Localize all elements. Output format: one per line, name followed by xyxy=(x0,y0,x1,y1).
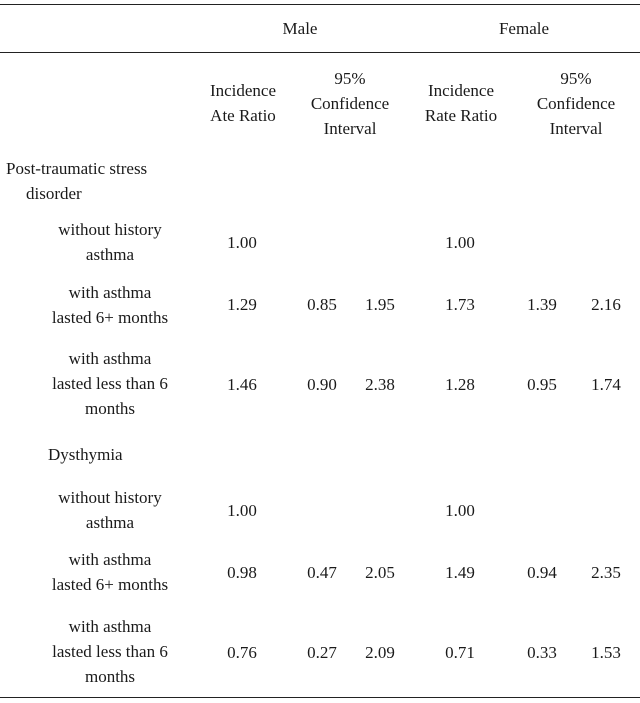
cell-female-ci-low: 0.95 xyxy=(527,375,557,394)
female-ci-header xyxy=(516,66,636,141)
row-label-line: with asthma xyxy=(68,550,152,569)
female-irr-header xyxy=(406,78,516,128)
section-title-line: Post-traumatic stress xyxy=(6,159,148,178)
row-label xyxy=(10,485,210,535)
row-label-line: lasted 6+ months xyxy=(51,575,169,594)
cell-female-ci-high: 1.74 xyxy=(591,375,621,394)
row-label xyxy=(10,217,210,267)
header-line: Interval xyxy=(323,119,377,138)
section-title-dysthymia: Dysthymia xyxy=(48,445,123,464)
section-title-ptsd xyxy=(6,156,206,206)
row-label-line: months xyxy=(84,399,136,418)
row-label-line: lasted less than 6 xyxy=(52,642,168,661)
row-label xyxy=(10,346,210,421)
row-label-line: without history xyxy=(58,220,162,239)
cell-male-ci-low: 0.47 xyxy=(307,563,337,582)
cell-female-irr: 0.71 xyxy=(445,643,475,662)
row-label-line: asthma xyxy=(85,513,135,532)
cell-female-ci-high: 1.53 xyxy=(591,643,621,662)
cell-male-irr: 1.00 xyxy=(227,501,257,520)
row-label-line: with asthma xyxy=(68,349,152,368)
group-header-female: Female xyxy=(498,19,550,38)
cell-female-ci-high: 2.16 xyxy=(591,295,621,314)
row-label-line: lasted less than 6 xyxy=(52,374,168,393)
header-line: Confidence xyxy=(536,94,616,113)
cell-female-irr: 1.49 xyxy=(445,563,475,582)
row-label-line: months xyxy=(84,667,136,686)
cell-male-irr: 1.00 xyxy=(227,233,257,252)
cell-male-irr: 1.29 xyxy=(227,295,257,314)
cell-female-ci-low: 0.33 xyxy=(527,643,557,662)
cell-male-ci-low: 0.85 xyxy=(307,295,337,314)
header-line: 95% xyxy=(560,69,592,88)
group-header-male: Male xyxy=(282,19,318,38)
header-rule xyxy=(0,52,640,53)
header-line: Interval xyxy=(549,119,603,138)
cell-female-ci-low: 1.39 xyxy=(527,295,557,314)
cell-male-irr: 0.98 xyxy=(227,563,257,582)
row-label-line: with asthma xyxy=(68,617,152,636)
cell-male-irr: 0.76 xyxy=(227,643,257,662)
row-label-line: asthma xyxy=(85,245,135,264)
row-label xyxy=(10,614,210,689)
cell-male-ci-high: 2.09 xyxy=(365,643,395,662)
row-label-line: lasted 6+ months xyxy=(51,308,169,327)
header-line: Incidence xyxy=(427,81,495,100)
cell-male-ci-high: 1.95 xyxy=(365,295,395,314)
row-label xyxy=(10,547,210,597)
male-irr-header xyxy=(190,78,296,128)
header-line: Confidence xyxy=(310,94,390,113)
cell-female-irr: 1.00 xyxy=(445,233,475,252)
cell-male-irr: 1.46 xyxy=(227,375,257,394)
row-label-line: without history xyxy=(58,488,162,507)
row-label-line: with asthma xyxy=(68,283,152,302)
cell-female-ci-low: 0.94 xyxy=(527,563,557,582)
cell-female-irr: 1.00 xyxy=(445,501,475,520)
cell-female-irr: 1.73 xyxy=(445,295,475,314)
cell-male-ci-low: 0.90 xyxy=(307,375,337,394)
row-label xyxy=(10,280,210,330)
cell-male-ci-high: 2.05 xyxy=(365,563,395,582)
male-ci-header xyxy=(290,66,410,141)
top-rule xyxy=(0,4,640,5)
cell-female-irr: 1.28 xyxy=(445,375,475,394)
section-title-line: disorder xyxy=(26,184,82,203)
cell-male-ci-high: 2.38 xyxy=(365,375,395,394)
cell-male-ci-low: 0.27 xyxy=(307,643,337,662)
bottom-rule xyxy=(0,697,640,698)
cell-female-ci-high: 2.35 xyxy=(591,563,621,582)
header-line: 95% xyxy=(334,69,366,88)
header-line: Incidence xyxy=(209,81,277,100)
header-line: Rate Ratio xyxy=(424,106,498,125)
header-line: Ate Ratio xyxy=(210,106,276,125)
